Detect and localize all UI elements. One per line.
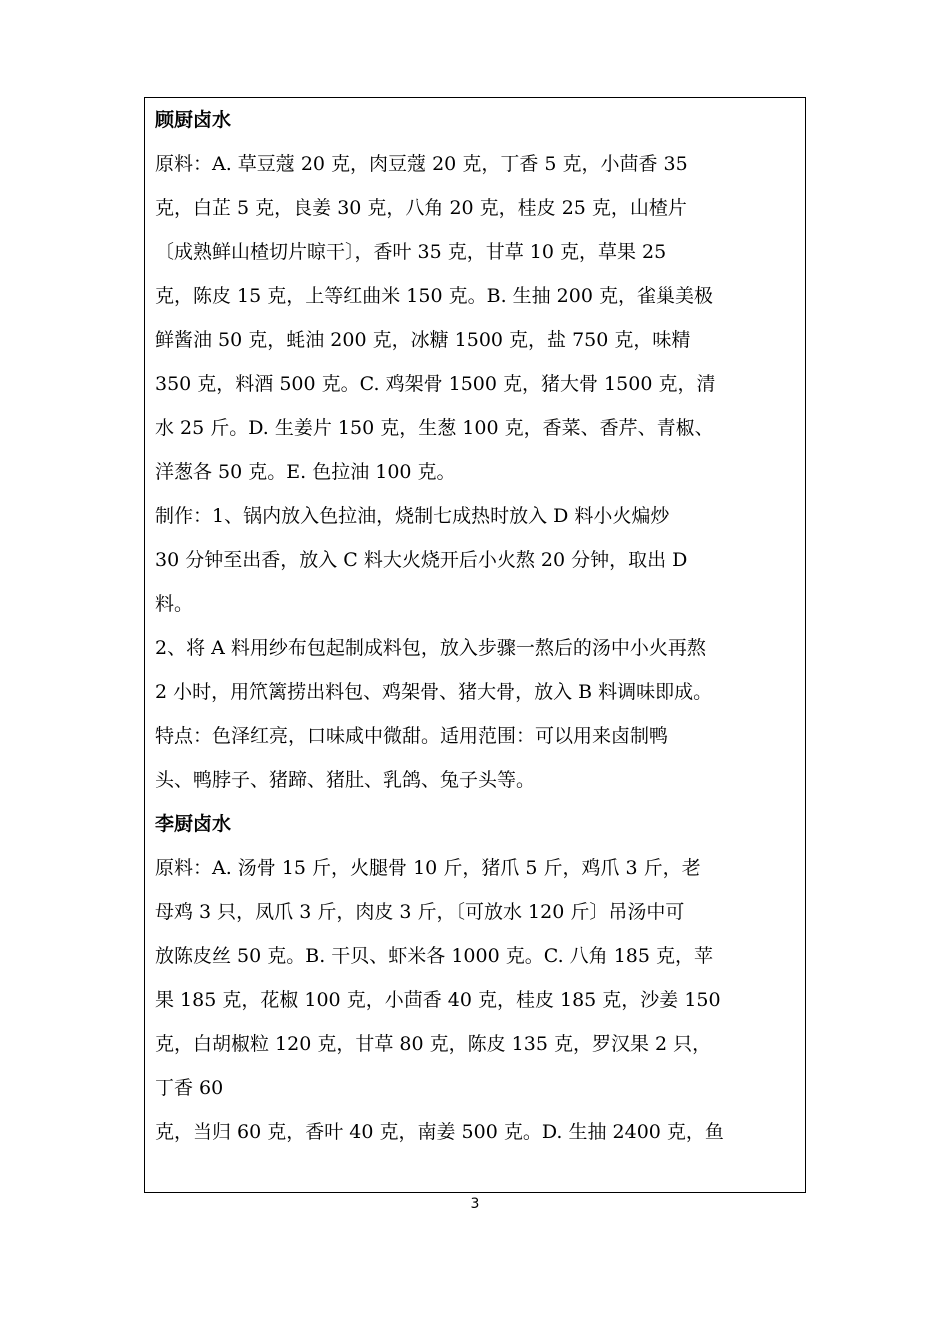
text-line: 母鸡 3 只，凤爪 3 斤，肉皮 3 斤，〔可放水 120 斤〕吊汤中可 <box>155 901 685 923</box>
text-line: 料。 <box>155 593 194 615</box>
text-line: 水 25 斤。D. 生姜片 150 克，生葱 100 克，香菜、香芹、青椒、 <box>155 417 714 439</box>
text-line: 洋葱各 50 克。E. 色拉油 100 克。 <box>155 461 456 483</box>
text-line: 果 185 克，花椒 100 克，小茴香 40 克，桂皮 185 克，沙姜 150 <box>155 989 721 1011</box>
text-line: 特点：色泽红亮，口味咸中微甜。适用范围：可以用来卤制鸭 <box>155 725 669 747</box>
text-line: 克，陈皮 15 克，上等红曲米 150 克。B. 生抽 200 克，雀巢美极 <box>155 285 713 307</box>
document-content <box>155 98 797 1154</box>
text-line: 鲜酱油 50 克，蚝油 200 克，冰糖 1500 克，盐 750 克，味精 <box>155 329 691 351</box>
text-line: 原料：A. 汤骨 15 斤，火腿骨 10 斤，猪爪 5 斤，鸡爪 3 斤，老 <box>155 857 701 879</box>
text-line: 原料：A. 草豆蔻 20 克，肉豆蔻 20 克，丁香 5 克，小茴香 35 <box>155 153 688 175</box>
text-line: 丁香 60 <box>155 1077 224 1099</box>
text-line: 2 小时，用笊篱捞出料包、鸡架骨、猪大骨，放入 B 料调味即成。 <box>155 681 713 703</box>
text-line: 克，当归 60 克，香叶 40 克，南姜 500 克。D. 生抽 2400 克，鱼 <box>155 1121 724 1143</box>
text-line: 头、鸭脖子、猪蹄、猪肚、乳鸽、兔子头等。 <box>155 769 536 791</box>
text-line: 30 分钟至出香，放入 C 料大火烧开后小火熬 20 分钟，取出 D <box>155 549 688 571</box>
text-line: 350 克，料酒 500 克。C. 鸡架骨 1500 克，猪大骨 1500 克，清 <box>155 373 716 395</box>
text-line: 放陈皮丝 50 克。B. 干贝、虾米各 1000 克。C. 八角 185 克，苹 <box>155 945 714 967</box>
text-line: 〔成熟鲜山楂切片晾干〕，香叶 35 克，甘草 10 克，草果 25 <box>155 241 667 263</box>
document-frame <box>144 97 806 1193</box>
section-title-gu: 顾厨卤水 <box>155 109 232 131</box>
text-line: 克，白胡椒粒 120 克，甘草 80 克，陈皮 135 克，罗汉果 2 只， <box>155 1033 712 1055</box>
page-number: 3 <box>470 1196 480 1212</box>
text-line: 制作：1、锅内放入色拉油，烧制七成热时放入 D 料小火煸炒 <box>155 505 670 527</box>
text-line: 克，白芷 5 克，良姜 30 克，八角 20 克，桂皮 25 克，山楂片 <box>155 197 687 219</box>
section-title-li: 李厨卤水 <box>155 813 232 835</box>
text-line: 2、将 A 料用纱布包起制成料包，放入步骤一熬后的汤中小火再熬 <box>155 637 706 659</box>
